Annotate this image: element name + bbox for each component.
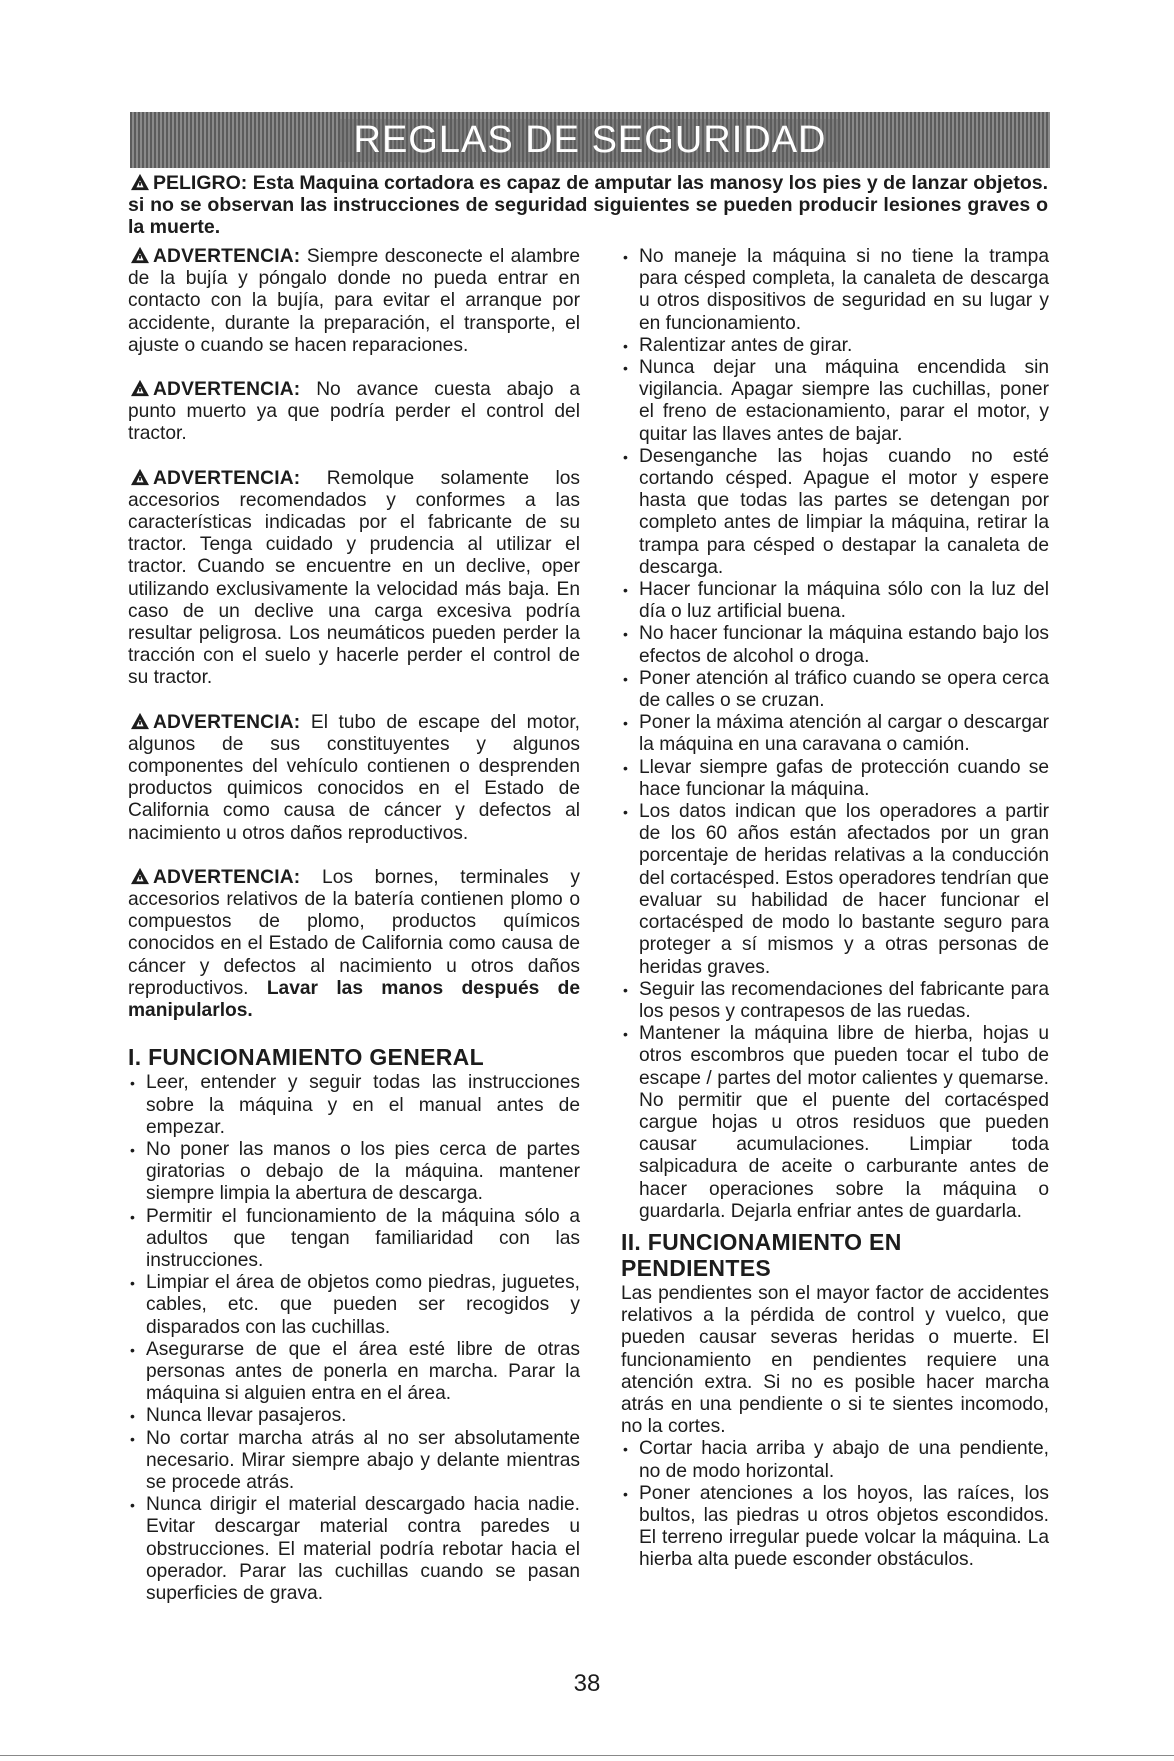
warning-label: ADVERTENCIA: bbox=[153, 866, 301, 888]
danger-text: Esta Maquina cortadora es capaz de amputar las manosy los pies y de lanzar objetos. si no se observan las instrucciones de seguridad siguientes se pueden producir lesiones graves o la muerte. bbox=[128, 172, 1048, 238]
general-rules-list bbox=[128, 1072, 580, 1605]
danger-notice bbox=[128, 172, 1048, 238]
list-item: • Nunca llevar pasajeros. bbox=[128, 1405, 580, 1427]
section-title-slopes: II. FUNCIONAMIENTO EN PENDIENTES bbox=[621, 1228, 902, 1281]
general-rules-list-continued bbox=[621, 246, 1049, 1223]
warning-1 bbox=[128, 246, 580, 357]
warning-icon bbox=[128, 246, 152, 264]
right-column bbox=[621, 246, 1049, 1572]
list-item: • Poner atención al tráfico cuando se opera cerca de calles o se cruzan. bbox=[621, 668, 1049, 712]
list-item: • Llevar siempre gafas de protección cuando se hace funcionar la máquina. bbox=[621, 757, 1049, 801]
slopes-rules-list bbox=[621, 1438, 1049, 1571]
warning-icon bbox=[128, 173, 152, 191]
list-item: • Los datos indican que los operadores a partir de los 60 años están afectados por un gran porcentaje de heridas relativas a la conducción del cortacésped. Estos operadores tendrían que evaluar su habilidad de hacer funcionar el cortacésped de modo lo bastante seguro para proteger a sí mismos y a otras personas de heridas graves. bbox=[621, 801, 1049, 979]
warning-icon bbox=[128, 867, 152, 885]
warning-text: Remolque solamente los accesorios recomendados y conformes a las características indicadas por el fabricante de su tractor. Tenga cuidado y prudencia al utilizar el tractor. Cuando se encuentre en un declive, oper utilizando exclusivamente la velocidad más baja. En caso de un declive una carga excesiva podría resultar peligrosa. Los neumáticos pueden perder la tracción con el suelo y hacerle perder el control de su tractor. bbox=[128, 467, 580, 689]
warning-2 bbox=[128, 379, 580, 446]
list-item: • Desenganche las hojas cuando no esté cortando césped. Apague el motor y espere hasta que todas las partes se detengan por completo antes de limpiar la máquina, retirar la trampa para césped o destapar la canaleta de descarga. bbox=[621, 446, 1049, 579]
page-title: REGLAS DE SEGURIDAD bbox=[340, 119, 841, 162]
list-item: • Poner atenciones a los hoyos, las raíces, los bultos, las piedras u otros objetos escondidos. El terreno irregular puede volcar la máquina. La hierba alta puede esconder obstáculos. bbox=[621, 1483, 1049, 1572]
list-item: • Mantener la máquina libre de hierba, hojas u otros escombros que pueden tocar el tubo de escape / partes del motor calientes y quemarse. No permitir que el puente del cortacésped cargue hojas u otros residuos que pueden causar acumulaciones. Limpiar toda salpicadura de aceite o carburante antes de hacer operaciones sobre la máquina o guardarla. Dejarla enfriar antes de guardarla. bbox=[621, 1023, 1049, 1223]
list-item: • Seguir las recomendaciones del fabricante para los pesos y contrapesos de las ruedas. bbox=[621, 979, 1049, 1023]
warning-3 bbox=[128, 468, 580, 690]
list-item: • Asegurarse de que el área esté libre de otras personas antes de ponerla en marcha. Parar la máquina si alguien entra en el área. bbox=[128, 1339, 580, 1406]
list-item: • Permitir el funcionamiento de la máquina sólo a adultos que tengan familiaridad con las instrucciones. bbox=[128, 1206, 580, 1273]
warning-icon bbox=[128, 712, 152, 730]
warning-text: El tubo de escape del motor, algunos de sus constituyentes y algunos componentes del vehículo contienen o desprenden productos quimicos conocidos en el Estado de California como causa de cáncer y defectos al nacimiento u otros daños reproductivos. bbox=[128, 711, 580, 844]
list-item: • No poner las manos o los pies cerca de partes giratorias o debajo de la máquina. mantener siempre limpia la abertura de descarga. bbox=[128, 1139, 580, 1206]
title-banner bbox=[130, 112, 1050, 168]
list-item: • No cortar marcha atrás al no ser absolutamente necesario. Mirar siempre abajo y delante mientras se procede atrás. bbox=[128, 1428, 580, 1495]
list-item: • Leer, entender y seguir todas las instrucciones sobre la máquina y en el manual antes de empezar. bbox=[128, 1072, 580, 1139]
slopes-intro: Las pendientes son el mayor factor de accidentes relativos a la pérdida de control y vuelco, que pueden causar severas heridas o muerte. El funcionamiento en pendientes requiere una atención extra. Si no es posible hacer marcha atrás en una pendiente o si te sientes incomodo, no la cortes. bbox=[621, 1282, 1049, 1438]
warning-5 bbox=[128, 867, 580, 1022]
list-item: • No hacer funcionar la máquina estando bajo los efectos de alcohol o droga. bbox=[621, 623, 1049, 667]
warning-text: Siempre desconecte el alambre de la bujía y póngalo donde no pueda entrar en contacto con la bujía, para evitar el arranque por accidente, durante la preparación, el transporte, el ajuste o cuando se hacen reparaciones. bbox=[128, 246, 580, 356]
warning-label: ADVERTENCIA: bbox=[153, 246, 301, 267]
warning-label: ADVERTENCIA: bbox=[153, 711, 301, 733]
warning-icon bbox=[128, 379, 152, 397]
warning-text: Los bornes, terminales y accesorios relativos de la batería contienen plomo o compuestos de plomo, productos químicos conocidos en el Estado de California como causa de cáncer y defectos al nacimiento u otros daños reproductivos. bbox=[128, 866, 580, 999]
warning-4 bbox=[128, 712, 580, 845]
list-item: • Ralentizar antes de girar. bbox=[621, 335, 1049, 357]
left-column bbox=[128, 246, 580, 1605]
list-item: • Poner la máxima atención al cargar o descargar la máquina en una caravana o camión. bbox=[621, 712, 1049, 756]
scan-edge-line bbox=[0, 1755, 1174, 1756]
page-number: 38 bbox=[573, 1670, 601, 1697]
list-item: • Hacer funcionar la máquina sólo con la luz del día o luz artificial buena. bbox=[621, 579, 1049, 623]
warning-text: No avance cuesta abajo a punto muerto ya que podría perder el control del tractor. bbox=[128, 379, 580, 445]
list-item: • Cortar hacia arriba y abajo de una pendiente, no de modo horizontal. bbox=[621, 1438, 1049, 1482]
danger-label: PELIGRO: bbox=[153, 172, 248, 194]
warning-icon bbox=[128, 468, 152, 486]
list-item: • Nunca dejar una máquina encendida sin vigilancia. Apagar siempre las cuchillas, poner el freno de estacionamiento, parar el motor, y quitar las llaves antes de bajar. bbox=[621, 357, 1049, 446]
warning-bold-text: Lavar las manos después de manipularlos. bbox=[128, 977, 580, 1022]
section-title-general: I. FUNCIONAMIENTO GENERAL bbox=[128, 1044, 484, 1071]
list-item: • Nunca dirigir el material descargado hacia nadie. Evitar descargar material contra paredes u obstrucciones. El material podría rebotar hacia el operador. Parar las cuchillas cuando se pasan superficies de grava. bbox=[128, 1494, 580, 1605]
warning-label: ADVERTENCIA: bbox=[153, 379, 301, 401]
list-item: • No maneje la máquina si no tiene la trampa para césped completa, la canaleta de descarga u otros dispositivos de seguridad en su lugar y en funcionamiento. bbox=[621, 246, 1049, 335]
list-item: • Limpiar el área de objetos como piedras, juguetes, cables, etc. que pueden ser recogidos y disparados con las cuchillas. bbox=[128, 1272, 580, 1339]
warning-label: ADVERTENCIA: bbox=[153, 467, 301, 489]
